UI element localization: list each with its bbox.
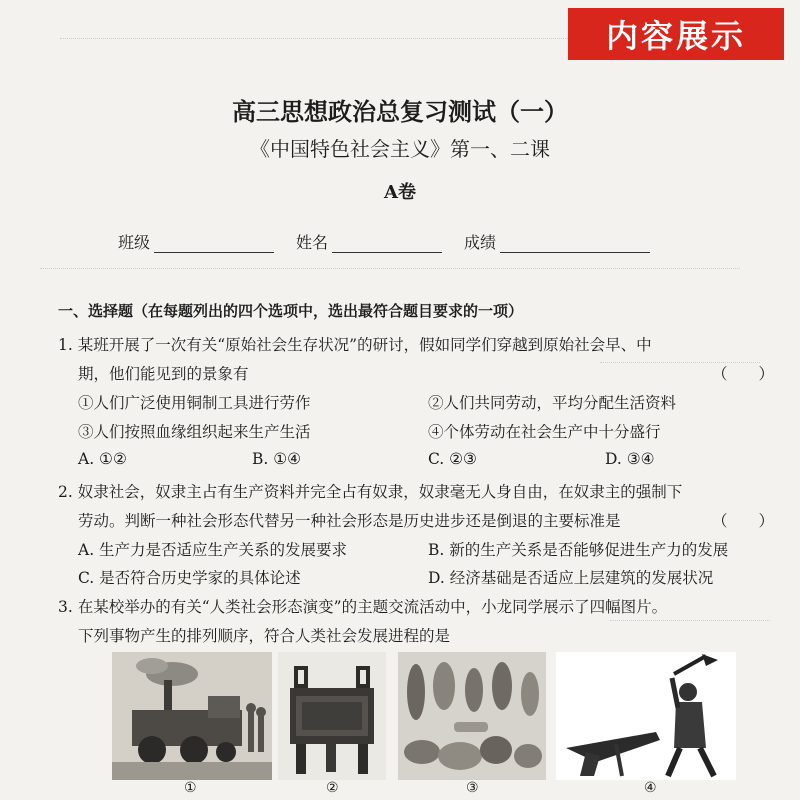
student-info-fields	[118, 230, 672, 253]
exam-title: 高三思想政治总复习测试（一）	[232, 97, 568, 126]
paper-label: A卷	[384, 182, 416, 203]
stone-tools-image	[398, 652, 546, 780]
image-4-caption: ④	[644, 780, 657, 796]
q1-option-a[interactable]: A. ①②	[78, 450, 127, 468]
q1-statement-4: ④个体劳动在社会生产中十分盛行	[428, 423, 661, 441]
q1-statement-3: ③人们按照血缘组织起来生产生活	[78, 423, 311, 441]
q3-stem-line-2: 下列事物产生的排列顺序，符合人类社会发展进程的是	[78, 627, 451, 645]
class-label: 班级	[118, 233, 151, 252]
q2-option-d[interactable]: D. 经济基础是否适应上层建筑的发展状况	[428, 569, 714, 587]
name-field[interactable]	[296, 230, 442, 253]
name-label: 姓名	[296, 233, 329, 252]
section-heading: 一、选择题（在每题列出的四个选项中，选出最符合题目要求的一项）	[58, 302, 524, 320]
class-blank[interactable]	[154, 234, 274, 253]
q2-stem-line-2: 劳动。判断一种社会形态代替另一种社会形态是历史进步还是倒退的主要标准是	[78, 512, 621, 530]
q1-option-b[interactable]: B. ①④	[252, 450, 302, 468]
q1-answer-paren[interactable]: （ ）	[712, 365, 775, 383]
image-2-caption: ②	[326, 780, 339, 796]
q1-statement-2: ②人们共同劳动，平均分配生活资料	[428, 394, 677, 412]
q1-option-c[interactable]: C. ②③	[428, 450, 477, 468]
score-blank[interactable]	[500, 234, 650, 253]
content-display-badge: 内容展示	[568, 8, 784, 60]
score-field[interactable]	[464, 230, 650, 253]
q2-stem-line-1: 2. 奴隶社会，奴隶主占有生产资料并完全占有奴隶，奴隶毫无人身自由，在奴隶主的强制下	[58, 483, 683, 501]
q1-statement-1: ①人们广泛使用铜制工具进行劳作	[78, 394, 311, 412]
q1-stem-line-2: 期，他们能见到的景象有	[78, 365, 249, 383]
steam-locomotive-image	[112, 652, 272, 780]
exam-subtitle: 《中国特色社会主义》第一、二课	[250, 137, 550, 161]
q2-option-c[interactable]: C. 是否符合历史学家的具体论述	[78, 569, 301, 587]
q3-stem-line-1: 3. 在某校举办的有关“人类社会形态演变”的主题交流活动中，小龙同学展示了四幅图片。	[58, 598, 668, 616]
farmer-plough-image	[556, 652, 736, 780]
name-blank[interactable]	[332, 234, 442, 253]
class-field[interactable]	[118, 230, 274, 253]
q2-answer-paren[interactable]: （ ）	[712, 512, 775, 530]
bronze-ding-image	[278, 652, 386, 780]
image-1-caption: ①	[184, 780, 197, 796]
q1-stem-line-1: 1. 某班开展了一次有关“原始社会生存状况”的研讨，假如同学们穿越到原始社会早、中	[58, 336, 652, 354]
image-3-caption: ③	[466, 780, 479, 796]
q1-option-d[interactable]: D. ③④	[605, 450, 655, 468]
score-label: 成绩	[464, 233, 497, 252]
q2-option-a[interactable]: A. 生产力是否适应生产关系的发展要求	[78, 541, 348, 559]
q2-option-b[interactable]: B. 新的生产关系是否能够促进生产力的发展	[428, 541, 729, 559]
